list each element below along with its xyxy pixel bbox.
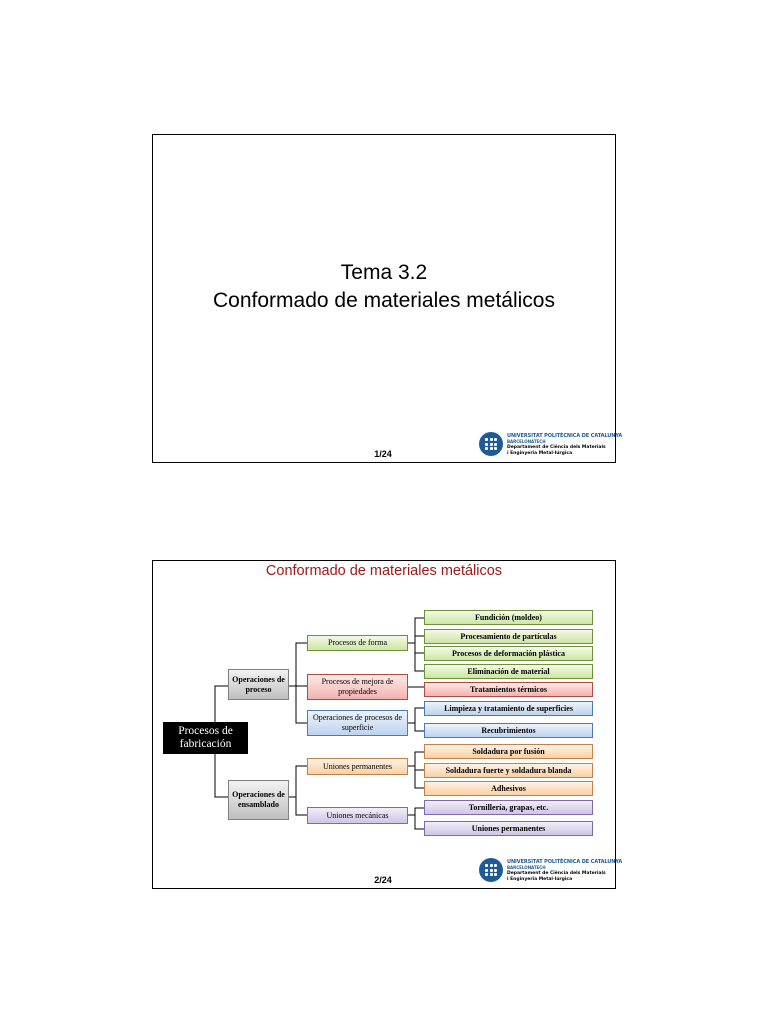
connector-forma-eliminacion — [415, 643, 424, 671]
slide-title — [153, 259, 615, 315]
slide-title-line1: Tema 3.2 — [340, 261, 428, 284]
connector-proceso-forma — [289, 643, 307, 686]
node-procesamiento-particulas: Procesamiento de partículas — [424, 629, 593, 644]
connector-permanentes-fusion — [408, 752, 424, 766]
node-operaciones-ensamblado: Operaciones de ensamblado — [228, 780, 289, 820]
node-soldadura-fusion: Soldadura por fusión — [424, 744, 593, 759]
connector-ensamblado-permanentes — [289, 766, 307, 797]
node-soldadura-fuerte: Soldadura fuerte y soldadura blanda — [424, 763, 593, 778]
connector-forma-deformacion — [415, 643, 424, 653]
connector-permanentes-fuerte — [415, 766, 424, 770]
logo-department-line1: Departament de Ciència dels Materials — [507, 445, 606, 450]
slide-title: Conformado de materiales metálicos — [265, 563, 503, 579]
logo-university-subtitle: BARCELONATECH — [507, 865, 546, 870]
connector-permanentes-adhesivos — [415, 766, 424, 788]
node-recubrimientos: Recubrimientos — [424, 723, 593, 738]
node-uniones-mecanicas: Uniones mecánicas — [307, 807, 408, 824]
upc-logo-mark-icon — [479, 432, 503, 456]
node-deformacion-plastica: Procesos de deformación plástica — [424, 646, 593, 661]
node-adhesivos: Adhesivos — [424, 781, 593, 796]
upc-logo-mark-icon — [479, 858, 503, 882]
connector-proceso-superficie — [296, 686, 307, 723]
upc-logo — [477, 857, 623, 885]
logo-department-line2: i Enginyeria Metal·lúrgica — [507, 877, 573, 882]
logo-university-subtitle: BARCELONATECH — [507, 439, 546, 444]
node-procesos-forma: Procesos de forma — [307, 635, 408, 651]
node-tornilleria: Tornillería, grapas, etc. — [424, 800, 593, 815]
logo-department-line2: i Enginyeria Metal·lúrgica — [507, 451, 573, 456]
node-limpieza-superficies: Limpieza y tratamiento de superficies — [424, 701, 593, 716]
node-uniones-permanentes-mecanicas: Uniones permanentes — [424, 821, 593, 836]
connector-forma-particulas — [415, 636, 424, 643]
diagram-slide — [152, 560, 623, 889]
logo-university-name: UNIVERSITAT POLITÈCNICA DE CATALUNYA — [507, 859, 623, 865]
connector-forma-fundicion — [408, 618, 424, 643]
node-eliminacion-material: Eliminación de material — [424, 664, 593, 679]
slide-title-line2: Conformado de materiales metálicos — [213, 289, 555, 312]
logo-university-name: UNIVERSITAT POLITÈCNICA DE CATALUNYA — [507, 433, 623, 439]
page-number: 2/24 — [374, 875, 392, 885]
node-procesos-mejora: Procesos de mejora de propiedades — [307, 674, 408, 700]
upc-logo — [477, 431, 623, 459]
title-slide — [152, 134, 623, 463]
connector-superficie-limpieza — [408, 708, 424, 723]
node-tratamientos-termicos: Tratamientos térmicos — [424, 682, 593, 697]
node-uniones-permanentes: Uniones permanentes — [307, 758, 408, 775]
node-procesos-superficie: Operaciones de procesos de superficie — [307, 710, 408, 736]
connector-superficie-recubrimientos — [415, 723, 424, 731]
page-number: 1/24 — [374, 449, 392, 459]
connector-mecanicas-tornilleria — [408, 808, 424, 815]
node-operaciones-proceso: Operaciones de proceso — [228, 669, 289, 700]
node-fundicion: Fundición (moldeo) — [424, 610, 593, 625]
connector-mecanicas-uniones — [415, 815, 424, 829]
connector-ensamblado-mecanicas — [296, 797, 307, 815]
node-procesos-fabricacion: Procesos de fabricación — [163, 722, 248, 754]
logo-department-line1: Departament de Ciència dels Materials — [507, 871, 606, 876]
